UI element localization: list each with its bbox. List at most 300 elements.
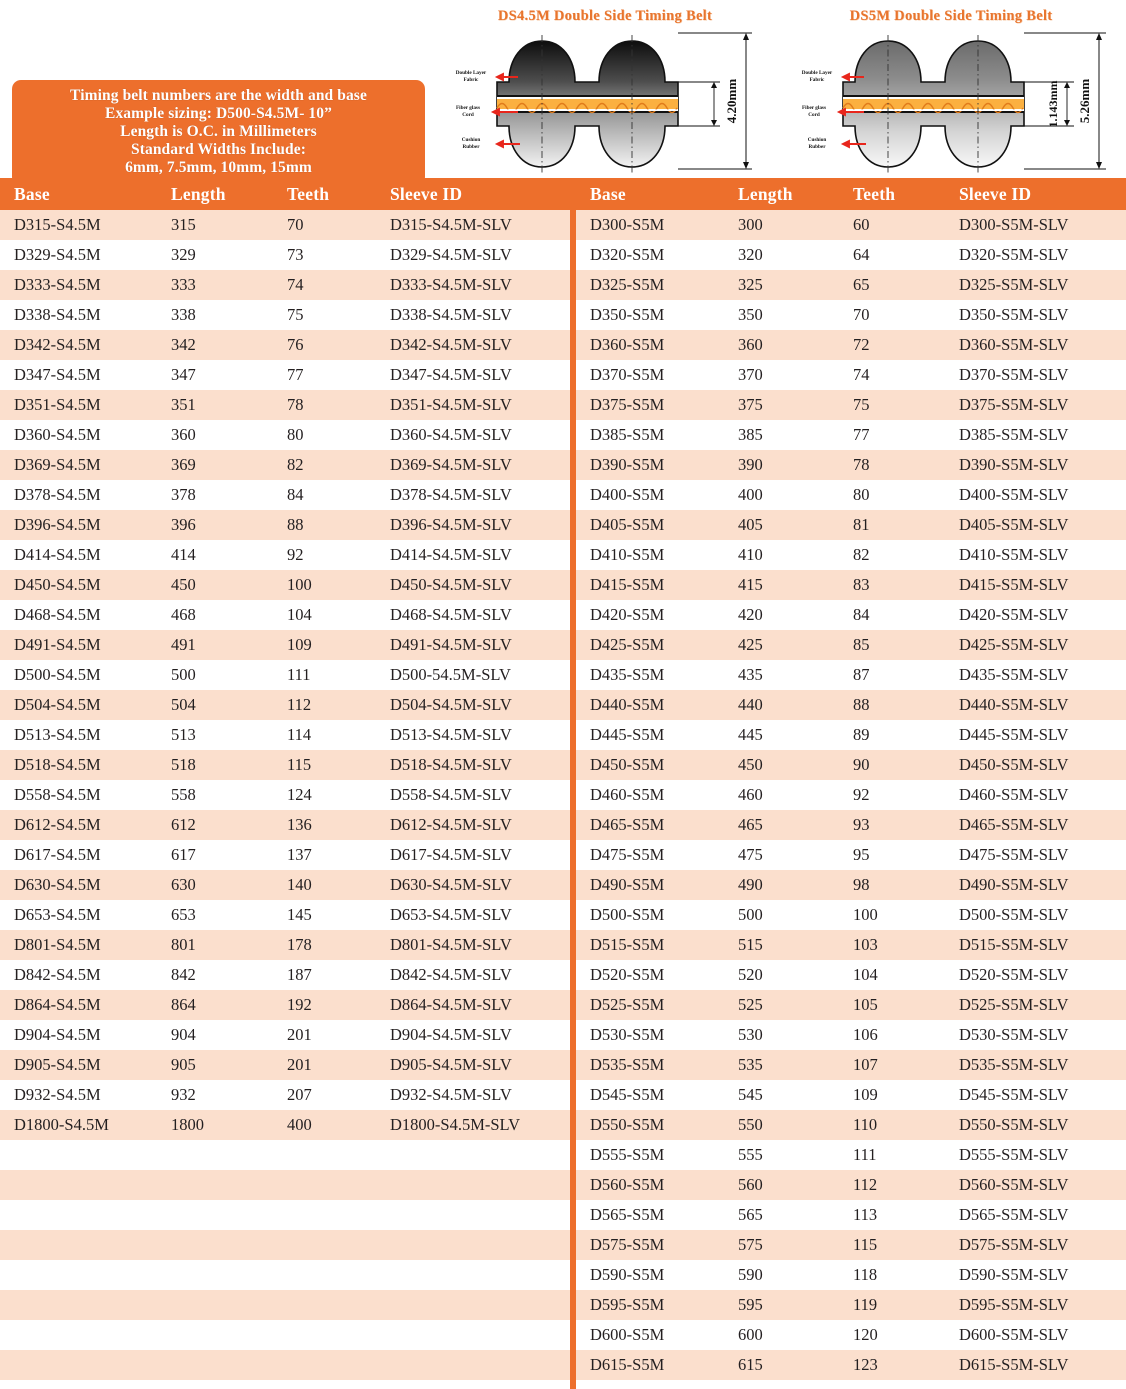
- cell-teeth: [273, 1140, 366, 1170]
- ds5m-table-body: [576, 210, 1126, 1380]
- cell-teeth: 93: [839, 810, 933, 840]
- cell-sleeve-id: D440-S5M-SLV: [933, 690, 1126, 720]
- table-row: [0, 1230, 570, 1260]
- cell-sleeve-id: D375-S5M-SLV: [933, 390, 1126, 420]
- cell-teeth: 74: [273, 270, 366, 300]
- cell-base: D325-S5M: [576, 270, 724, 300]
- table-row: [0, 1260, 570, 1290]
- cell-length: 932: [157, 1080, 273, 1110]
- table-row: [0, 420, 570, 450]
- cell-base: [0, 1200, 157, 1230]
- cell-teeth: 80: [273, 420, 366, 450]
- cell-base: D864-S4.5M: [0, 990, 157, 1020]
- cell-teeth: 65: [839, 270, 933, 300]
- cell-length: 535: [724, 1050, 839, 1080]
- table-row: [0, 810, 570, 840]
- cell-base: D500-S4.5M: [0, 660, 157, 690]
- cell-sleeve-id: D801-S4.5M-SLV: [366, 930, 570, 960]
- cell-length: 400: [724, 480, 839, 510]
- cell-base: D396-S4.5M: [0, 510, 157, 540]
- cell-length: [157, 1140, 273, 1170]
- cell-base: D410-S5M: [576, 540, 724, 570]
- table-row: [576, 540, 1126, 570]
- cell-sleeve-id: D518-S4.5M-SLV: [366, 750, 570, 780]
- cell-sleeve-id: [366, 1320, 570, 1350]
- cell-base: D590-S5M: [576, 1260, 724, 1290]
- cell-length: 515: [724, 930, 839, 960]
- cell-length: 500: [724, 900, 839, 930]
- table-row: [576, 300, 1126, 330]
- cell-base: D518-S4.5M: [0, 750, 157, 780]
- cell-base: D347-S4.5M: [0, 360, 157, 390]
- table-row: [0, 900, 570, 930]
- table-row: [576, 570, 1126, 600]
- cell-sleeve-id: D565-S5M-SLV: [933, 1200, 1126, 1230]
- spec-tables: [0, 178, 1126, 1389]
- cell-sleeve-id: D595-S5M-SLV: [933, 1290, 1126, 1320]
- table-row: [0, 390, 570, 420]
- cell-teeth: 104: [839, 960, 933, 990]
- column-header-length[interactable]: Length: [157, 178, 273, 210]
- cell-base: D405-S5M: [576, 510, 724, 540]
- table-row: [576, 900, 1126, 930]
- svg-text:Double Layer: Double Layer: [801, 70, 833, 76]
- cell-sleeve-id: D612-S4.5M-SLV: [366, 810, 570, 840]
- cell-base: D468-S4.5M: [0, 600, 157, 630]
- cell-sleeve-id: [366, 1350, 570, 1380]
- cell-sleeve-id: D360-S4.5M-SLV: [366, 420, 570, 450]
- table-row: [576, 930, 1126, 960]
- table-row: [576, 360, 1126, 390]
- cell-sleeve-id: D905-S4.5M-SLV: [366, 1050, 570, 1080]
- cell-base: [0, 1380, 157, 1389]
- cell-base: D300-S5M: [576, 210, 724, 240]
- diagram-dim-2-overall: 5.26mm: [1077, 78, 1092, 124]
- cell-teeth: [273, 1380, 366, 1389]
- table-row: [576, 270, 1126, 300]
- cell-length: 468: [157, 600, 273, 630]
- cell-length: 369: [157, 450, 273, 480]
- cell-sleeve-id: D370-S5M-SLV: [933, 360, 1126, 390]
- table-row: [576, 870, 1126, 900]
- column-header-teeth[interactable]: Teeth: [273, 178, 366, 210]
- cell-length: 630: [157, 870, 273, 900]
- cell-teeth: [273, 1350, 366, 1380]
- cell-base: D513-S4.5M: [0, 720, 157, 750]
- cell-base: D535-S5M: [576, 1050, 724, 1080]
- cell-base: D558-S4.5M: [0, 780, 157, 810]
- table-row: [0, 210, 570, 240]
- cell-sleeve-id: D555-S5M-SLV: [933, 1140, 1126, 1170]
- table-row: [576, 420, 1126, 450]
- cell-length: [157, 1170, 273, 1200]
- cell-base: [0, 1230, 157, 1260]
- cell-teeth: 115: [839, 1230, 933, 1260]
- cell-teeth: 82: [273, 450, 366, 480]
- cell-length: 360: [724, 330, 839, 360]
- table-row: [0, 990, 570, 1020]
- table-row: [576, 1020, 1126, 1050]
- cell-sleeve-id: D460-S5M-SLV: [933, 780, 1126, 810]
- cell-teeth: 201: [273, 1050, 366, 1080]
- cell-base: D414-S4.5M: [0, 540, 157, 570]
- cell-sleeve-id: D558-S4.5M-SLV: [366, 780, 570, 810]
- cell-teeth: 77: [839, 420, 933, 450]
- cell-length: 550: [724, 1110, 839, 1140]
- cell-base: D905-S4.5M: [0, 1050, 157, 1080]
- cell-teeth: 98: [839, 870, 933, 900]
- cell-sleeve-id: D842-S4.5M-SLV: [366, 960, 570, 990]
- cell-teeth: 107: [839, 1050, 933, 1080]
- cell-teeth: 95: [839, 840, 933, 870]
- cell-sleeve-id: [366, 1230, 570, 1260]
- cell-base: D440-S5M: [576, 690, 724, 720]
- cell-length: 350: [724, 300, 839, 330]
- cell-length: 329: [157, 240, 273, 270]
- cell-length: 465: [724, 810, 839, 840]
- cell-length: 420: [724, 600, 839, 630]
- table-row: [0, 480, 570, 510]
- table-row: [576, 660, 1126, 690]
- cell-base: D504-S4.5M: [0, 690, 157, 720]
- cell-teeth: 105: [839, 990, 933, 1020]
- cell-teeth: 140: [273, 870, 366, 900]
- cell-teeth: 77: [273, 360, 366, 390]
- diagram-title-ds4-5m: DS4.5M Double Side Timing Belt: [497, 8, 713, 24]
- table-row: [0, 1290, 570, 1320]
- cell-teeth: 207: [273, 1080, 366, 1110]
- cell-base: [0, 1320, 157, 1350]
- table-row: [0, 360, 570, 390]
- cell-teeth: 81: [839, 510, 933, 540]
- cell-base: D904-S4.5M: [0, 1020, 157, 1050]
- cell-teeth: 60: [839, 210, 933, 240]
- cell-teeth: 113: [839, 1200, 933, 1230]
- cell-length: 435: [724, 660, 839, 690]
- cell-teeth: 92: [839, 780, 933, 810]
- cell-sleeve-id: D342-S4.5M-SLV: [366, 330, 570, 360]
- cell-base: D450-S5M: [576, 750, 724, 780]
- diagram-dim-2-cord: 1.143mm: [1046, 80, 1060, 128]
- cell-base: D1800-S4.5M: [0, 1110, 157, 1140]
- column-header-teeth[interactable]: Teeth: [839, 178, 933, 210]
- cell-length: 842: [157, 960, 273, 990]
- cell-length: 315: [157, 210, 273, 240]
- cell-sleeve-id: D575-S5M-SLV: [933, 1230, 1126, 1260]
- cell-base: D450-S4.5M: [0, 570, 157, 600]
- cell-teeth: 88: [839, 690, 933, 720]
- svg-text:Cord: Cord: [808, 112, 820, 118]
- cell-base: [0, 1260, 157, 1290]
- table-row: [576, 600, 1126, 630]
- table-row: [0, 270, 570, 300]
- cell-teeth: 70: [273, 210, 366, 240]
- column-header-sleeve-id[interactable]: Sleeve ID: [933, 178, 1126, 210]
- table-row: [576, 1200, 1126, 1230]
- cell-length: 440: [724, 690, 839, 720]
- column-header-base[interactable]: Base: [576, 178, 724, 210]
- cell-length: 475: [724, 840, 839, 870]
- info-line-5: 6mm, 7.5mm, 10mm, 15mm: [125, 158, 312, 176]
- table-row: [0, 540, 570, 570]
- cell-base: D360-S5M: [576, 330, 724, 360]
- cell-length: 405: [724, 510, 839, 540]
- cell-length: 325: [724, 270, 839, 300]
- cell-base: D320-S5M: [576, 240, 724, 270]
- cell-teeth: 92: [273, 540, 366, 570]
- table-row: [576, 450, 1126, 480]
- cell-base: D491-S4.5M: [0, 630, 157, 660]
- cell-teeth: 109: [839, 1080, 933, 1110]
- cell-teeth: 123: [839, 1350, 933, 1380]
- cell-length: 555: [724, 1140, 839, 1170]
- belt-diagram-ds5m: [786, 0, 1116, 178]
- cell-sleeve-id: D515-S5M-SLV: [933, 930, 1126, 960]
- svg-text:Fiber glass: Fiber glass: [456, 105, 480, 111]
- table-row: [576, 750, 1126, 780]
- cell-sleeve-id: D500-54.5M-SLV: [366, 660, 570, 690]
- table-row: [576, 1140, 1126, 1170]
- cell-sleeve-id: D410-S5M-SLV: [933, 540, 1126, 570]
- cell-base: D333-S4.5M: [0, 270, 157, 300]
- cell-sleeve-id: D545-S5M-SLV: [933, 1080, 1126, 1110]
- cell-sleeve-id: D405-S5M-SLV: [933, 510, 1126, 540]
- cell-sleeve-id: D435-S5M-SLV: [933, 660, 1126, 690]
- cell-length: 385: [724, 420, 839, 450]
- table-row: [576, 690, 1126, 720]
- cell-teeth: 90: [839, 750, 933, 780]
- cell-base: D575-S5M: [576, 1230, 724, 1260]
- cell-sleeve-id: D420-S5M-SLV: [933, 600, 1126, 630]
- cell-base: D415-S5M: [576, 570, 724, 600]
- cell-teeth: 115: [273, 750, 366, 780]
- table-row: [0, 1140, 570, 1170]
- table-row: [576, 720, 1126, 750]
- cell-base: D342-S4.5M: [0, 330, 157, 360]
- cell-sleeve-id: [366, 1290, 570, 1320]
- table-row: [0, 450, 570, 480]
- cell-sleeve-id: D468-S4.5M-SLV: [366, 600, 570, 630]
- table-row: [0, 300, 570, 330]
- cell-teeth: 137: [273, 840, 366, 870]
- cell-teeth: 187: [273, 960, 366, 990]
- ds4-5m-table-body: [0, 210, 570, 1389]
- cell-teeth: 400: [273, 1110, 366, 1140]
- table-row: [576, 630, 1126, 660]
- cell-teeth: 78: [273, 390, 366, 420]
- cell-sleeve-id: D491-S4.5M-SLV: [366, 630, 570, 660]
- cell-sleeve-id: D400-S5M-SLV: [933, 480, 1126, 510]
- cell-length: 370: [724, 360, 839, 390]
- cell-teeth: 201: [273, 1020, 366, 1050]
- table-row: [0, 1110, 570, 1140]
- cell-teeth: 112: [839, 1170, 933, 1200]
- svg-text:Double Layer: Double Layer: [455, 70, 487, 76]
- cell-sleeve-id: D560-S5M-SLV: [933, 1170, 1126, 1200]
- cell-base: D615-S5M: [576, 1350, 724, 1380]
- cell-teeth: [273, 1320, 366, 1350]
- cell-length: 460: [724, 780, 839, 810]
- cell-sleeve-id: D351-S4.5M-SLV: [366, 390, 570, 420]
- cell-length: 615: [724, 1350, 839, 1380]
- svg-text:Rubber: Rubber: [808, 144, 826, 150]
- cell-length: 338: [157, 300, 273, 330]
- table-column-ds5m: [576, 178, 1126, 1380]
- cell-length: 595: [724, 1290, 839, 1320]
- table-row: [576, 1080, 1126, 1110]
- info-line-1: Timing belt numbers are the width and base: [70, 87, 367, 104]
- table-row: [0, 1170, 570, 1200]
- cell-base: D545-S5M: [576, 1080, 724, 1110]
- cell-length: 415: [724, 570, 839, 600]
- cell-teeth: 83: [839, 570, 933, 600]
- cell-base: D385-S5M: [576, 420, 724, 450]
- cell-teeth: 84: [273, 480, 366, 510]
- table-row: [576, 1290, 1126, 1320]
- cell-length: 560: [724, 1170, 839, 1200]
- cell-sleeve-id: D350-S5M-SLV: [933, 300, 1126, 330]
- cell-length: 600: [724, 1320, 839, 1350]
- cell-length: [157, 1230, 273, 1260]
- cell-base: D378-S4.5M: [0, 480, 157, 510]
- cell-base: D525-S5M: [576, 990, 724, 1020]
- cell-sleeve-id: [366, 1380, 570, 1389]
- cell-base: D460-S5M: [576, 780, 724, 810]
- cell-sleeve-id: D1800-S4.5M-SLV: [366, 1110, 570, 1140]
- table-row: [0, 930, 570, 960]
- cell-teeth: 124: [273, 780, 366, 810]
- cell-sleeve-id: D347-S4.5M-SLV: [366, 360, 570, 390]
- table-row: [576, 480, 1126, 510]
- cell-base: D595-S5M: [576, 1290, 724, 1320]
- cell-length: 1800: [157, 1110, 273, 1140]
- cell-sleeve-id: D550-S5M-SLV: [933, 1110, 1126, 1140]
- cell-teeth: 111: [839, 1140, 933, 1170]
- cell-teeth: 114: [273, 720, 366, 750]
- cell-length: [157, 1200, 273, 1230]
- cell-length: 653: [157, 900, 273, 930]
- cell-sleeve-id: D490-S5M-SLV: [933, 870, 1126, 900]
- cell-length: [157, 1380, 273, 1389]
- cell-length: 360: [157, 420, 273, 450]
- cell-teeth: 72: [839, 330, 933, 360]
- cell-teeth: 109: [273, 630, 366, 660]
- header-area: [0, 0, 1126, 178]
- cell-length: 490: [724, 870, 839, 900]
- cell-sleeve-id: D415-S5M-SLV: [933, 570, 1126, 600]
- cell-base: D565-S5M: [576, 1200, 724, 1230]
- cell-length: 320: [724, 240, 839, 270]
- cell-sleeve-id: D425-S5M-SLV: [933, 630, 1126, 660]
- cell-base: D520-S5M: [576, 960, 724, 990]
- table-row: [0, 780, 570, 810]
- cell-teeth: 80: [839, 480, 933, 510]
- cell-base: D390-S5M: [576, 450, 724, 480]
- cell-teeth: 87: [839, 660, 933, 690]
- table-row: [0, 630, 570, 660]
- cell-length: [157, 1320, 273, 1350]
- cell-teeth: 145: [273, 900, 366, 930]
- cell-length: 500: [157, 660, 273, 690]
- cell-teeth: 118: [839, 1260, 933, 1290]
- table-row: [0, 1320, 570, 1350]
- cell-base: D653-S4.5M: [0, 900, 157, 930]
- cell-teeth: 111: [273, 660, 366, 690]
- cell-teeth: 82: [839, 540, 933, 570]
- table-header-row: [576, 178, 1126, 210]
- cell-teeth: 192: [273, 990, 366, 1020]
- belt-cross-section-svg-2: [786, 25, 1116, 177]
- table-row: [576, 1170, 1126, 1200]
- column-header-base[interactable]: Base: [0, 178, 157, 210]
- cell-teeth: 64: [839, 240, 933, 270]
- table-row: [0, 1050, 570, 1080]
- cell-base: D445-S5M: [576, 720, 724, 750]
- table-row: [576, 840, 1126, 870]
- cell-sleeve-id: D653-S4.5M-SLV: [366, 900, 570, 930]
- cell-sleeve-id: [366, 1170, 570, 1200]
- cell-base: D315-S4.5M: [0, 210, 157, 240]
- cell-sleeve-id: D513-S4.5M-SLV: [366, 720, 570, 750]
- cell-base: D435-S5M: [576, 660, 724, 690]
- cell-sleeve-id: D615-S5M-SLV: [933, 1350, 1126, 1380]
- cell-base: D560-S5M: [576, 1170, 724, 1200]
- cell-length: 396: [157, 510, 273, 540]
- cell-base: D420-S5M: [576, 600, 724, 630]
- cell-sleeve-id: D320-S5M-SLV: [933, 240, 1126, 270]
- svg-text:Cushion: Cushion: [461, 137, 481, 143]
- cell-sleeve-id: D465-S5M-SLV: [933, 810, 1126, 840]
- column-header-length[interactable]: Length: [724, 178, 839, 210]
- table-row: [576, 810, 1126, 840]
- cell-length: 445: [724, 720, 839, 750]
- cell-teeth: 136: [273, 810, 366, 840]
- cell-teeth: 110: [839, 1110, 933, 1140]
- cell-length: 612: [157, 810, 273, 840]
- cell-length: 565: [724, 1200, 839, 1230]
- cell-length: 375: [724, 390, 839, 420]
- table-row: [0, 960, 570, 990]
- cell-teeth: 70: [839, 300, 933, 330]
- cell-sleeve-id: D500-S5M-SLV: [933, 900, 1126, 930]
- table-row: [0, 1080, 570, 1110]
- cell-base: [0, 1350, 157, 1380]
- cell-base: D338-S4.5M: [0, 300, 157, 330]
- cell-length: 525: [724, 990, 839, 1020]
- cell-sleeve-id: D325-S5M-SLV: [933, 270, 1126, 300]
- column-header-sleeve-id[interactable]: Sleeve ID: [366, 178, 570, 210]
- cell-sleeve-id: D525-S5M-SLV: [933, 990, 1126, 1020]
- cell-length: [157, 1290, 273, 1320]
- cell-base: [0, 1170, 157, 1200]
- cell-sleeve-id: D390-S5M-SLV: [933, 450, 1126, 480]
- cell-sleeve-id: D369-S4.5M-SLV: [366, 450, 570, 480]
- cell-teeth: 100: [273, 570, 366, 600]
- cell-base: D630-S4.5M: [0, 870, 157, 900]
- cell-base: D490-S5M: [576, 870, 724, 900]
- cell-base: D500-S5M: [576, 900, 724, 930]
- cell-teeth: 75: [839, 390, 933, 420]
- cell-sleeve-id: D617-S4.5M-SLV: [366, 840, 570, 870]
- cell-sleeve-id: D414-S4.5M-SLV: [366, 540, 570, 570]
- table-row: [0, 240, 570, 270]
- cell-teeth: 76: [273, 330, 366, 360]
- table-row: [576, 1320, 1126, 1350]
- table-row: [0, 1020, 570, 1050]
- cell-base: D425-S5M: [576, 630, 724, 660]
- cell-teeth: 106: [839, 1020, 933, 1050]
- cell-length: 905: [157, 1050, 273, 1080]
